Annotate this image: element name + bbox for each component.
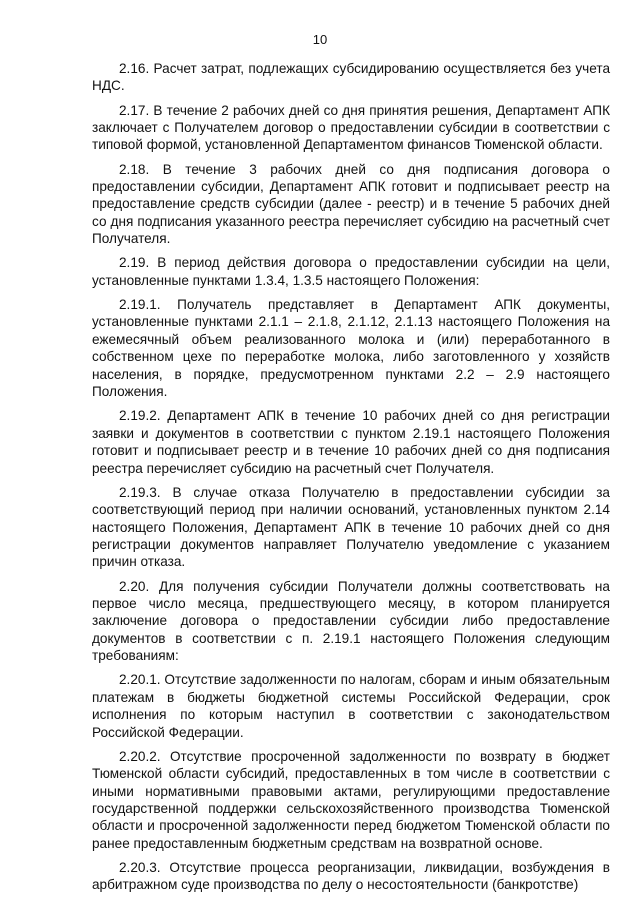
paragraph-2-20-1: 2.20.1. Отсутствие задолженности по налогам, сборам и иным обязательным платежам в бюджеты бюджетной системы Российской Федерации, срок исполнения по которым наступил в соответствии с законодательством Российской Федерации. <box>92 672 610 740</box>
paragraph-2-20: 2.20. Для получения субсидии Получатели должны соответствовать на первое число месяца, предшествующего месяцу, в котором планируется заключение договора о предоставлении субсидии либо предоставление документов в соответствии с п. 2.19.1 настоящего Положения следующим требованиям: <box>92 578 610 664</box>
paragraph-2-19-3: 2.19.3. В случае отказа Получателю в предоставлении субсидии за соответствующий период при наличии оснований, установленных пунктом 2.14 настоящего Положения, Департамент АПК в течение 10 рабочих дней со дня регистрации документов направляет Получателю уведомление с указанием причин отказа. <box>92 484 610 570</box>
paragraph-2-17: 2.17. В течение 2 рабочих дней со дня принятия решения, Департамент АПК заключает с Получателем договор о предоставлении субсидии в соответствии с типовой формой, установленной Департаментом финансов Тюменской области. <box>92 102 610 153</box>
paragraph-2-18: 2.18. В течение 3 рабочих дней со дня подписания договора о предоставлении субсидии, Департамент АПК готовит и подписывает реестр на предоставление средств субсидии (далее - реестр) и в течение 5 рабочих дней со дня подписания указанного реестра перечисляет субсидию на расчетный счет Получателя. <box>92 161 610 247</box>
document-body <box>92 60 610 901</box>
page-number: 10 <box>312 32 328 47</box>
paragraph-2-19-2: 2.19.2. Департамент АПК в течение 10 рабочих дней со дня регистрации заявки и документов в соответствии с пунктом 2.19.1 настоящего Положения готовит и подписывает реестр и в течение 10 рабочих дней со дня подписания реестра перечисляет субсидию на расчетный счет Получателя. <box>92 408 610 476</box>
paragraph-2-19: 2.19. В период действия договора о предоставлении субсидии на цели, установленные пунктами 1.3.4, 1.3.5 настоящего Положения: <box>92 255 610 288</box>
paragraph-2-16: 2.16. Расчет затрат, подлежащих субсидированию осуществляется без учета НДС. <box>92 61 610 94</box>
paragraph-2-20-3: 2.20.3. Отсутствие процесса реорганизации, ликвидации, возбуждения в арбитражном суде производства по делу о несостоятельности (банкротстве) <box>92 860 610 893</box>
paragraph-2-20-2: 2.20.2. Отсутствие просроченной задолженности по возврату в бюджет Тюменской области субсидий, предоставленных в том числе в соответствии с иными нормативными правовыми актами, регулирующими предоставление государственной поддержки сельскохозяйственного производства Тюменской области и просроченной задолженности перед бюджетом Тюменской области по ранее предоставленным бюджетным средствам на возвратной основе. <box>92 748 610 851</box>
paragraph-2-19-1: 2.19.1. Получатель представляет в Департамент АПК документы, установленные пунктами 2.1.1 – 2.1.8, 2.1.12, 2.1.13 настоящего Положения на ежемесячный объем реализованного молока и (или) переработанного в собственном цехе по переработке молока, либо заготовленного у хозяйств населения, в порядке, предусмотренном пунктами 2.2 – 2.9 настоящего Положения. <box>92 297 610 400</box>
